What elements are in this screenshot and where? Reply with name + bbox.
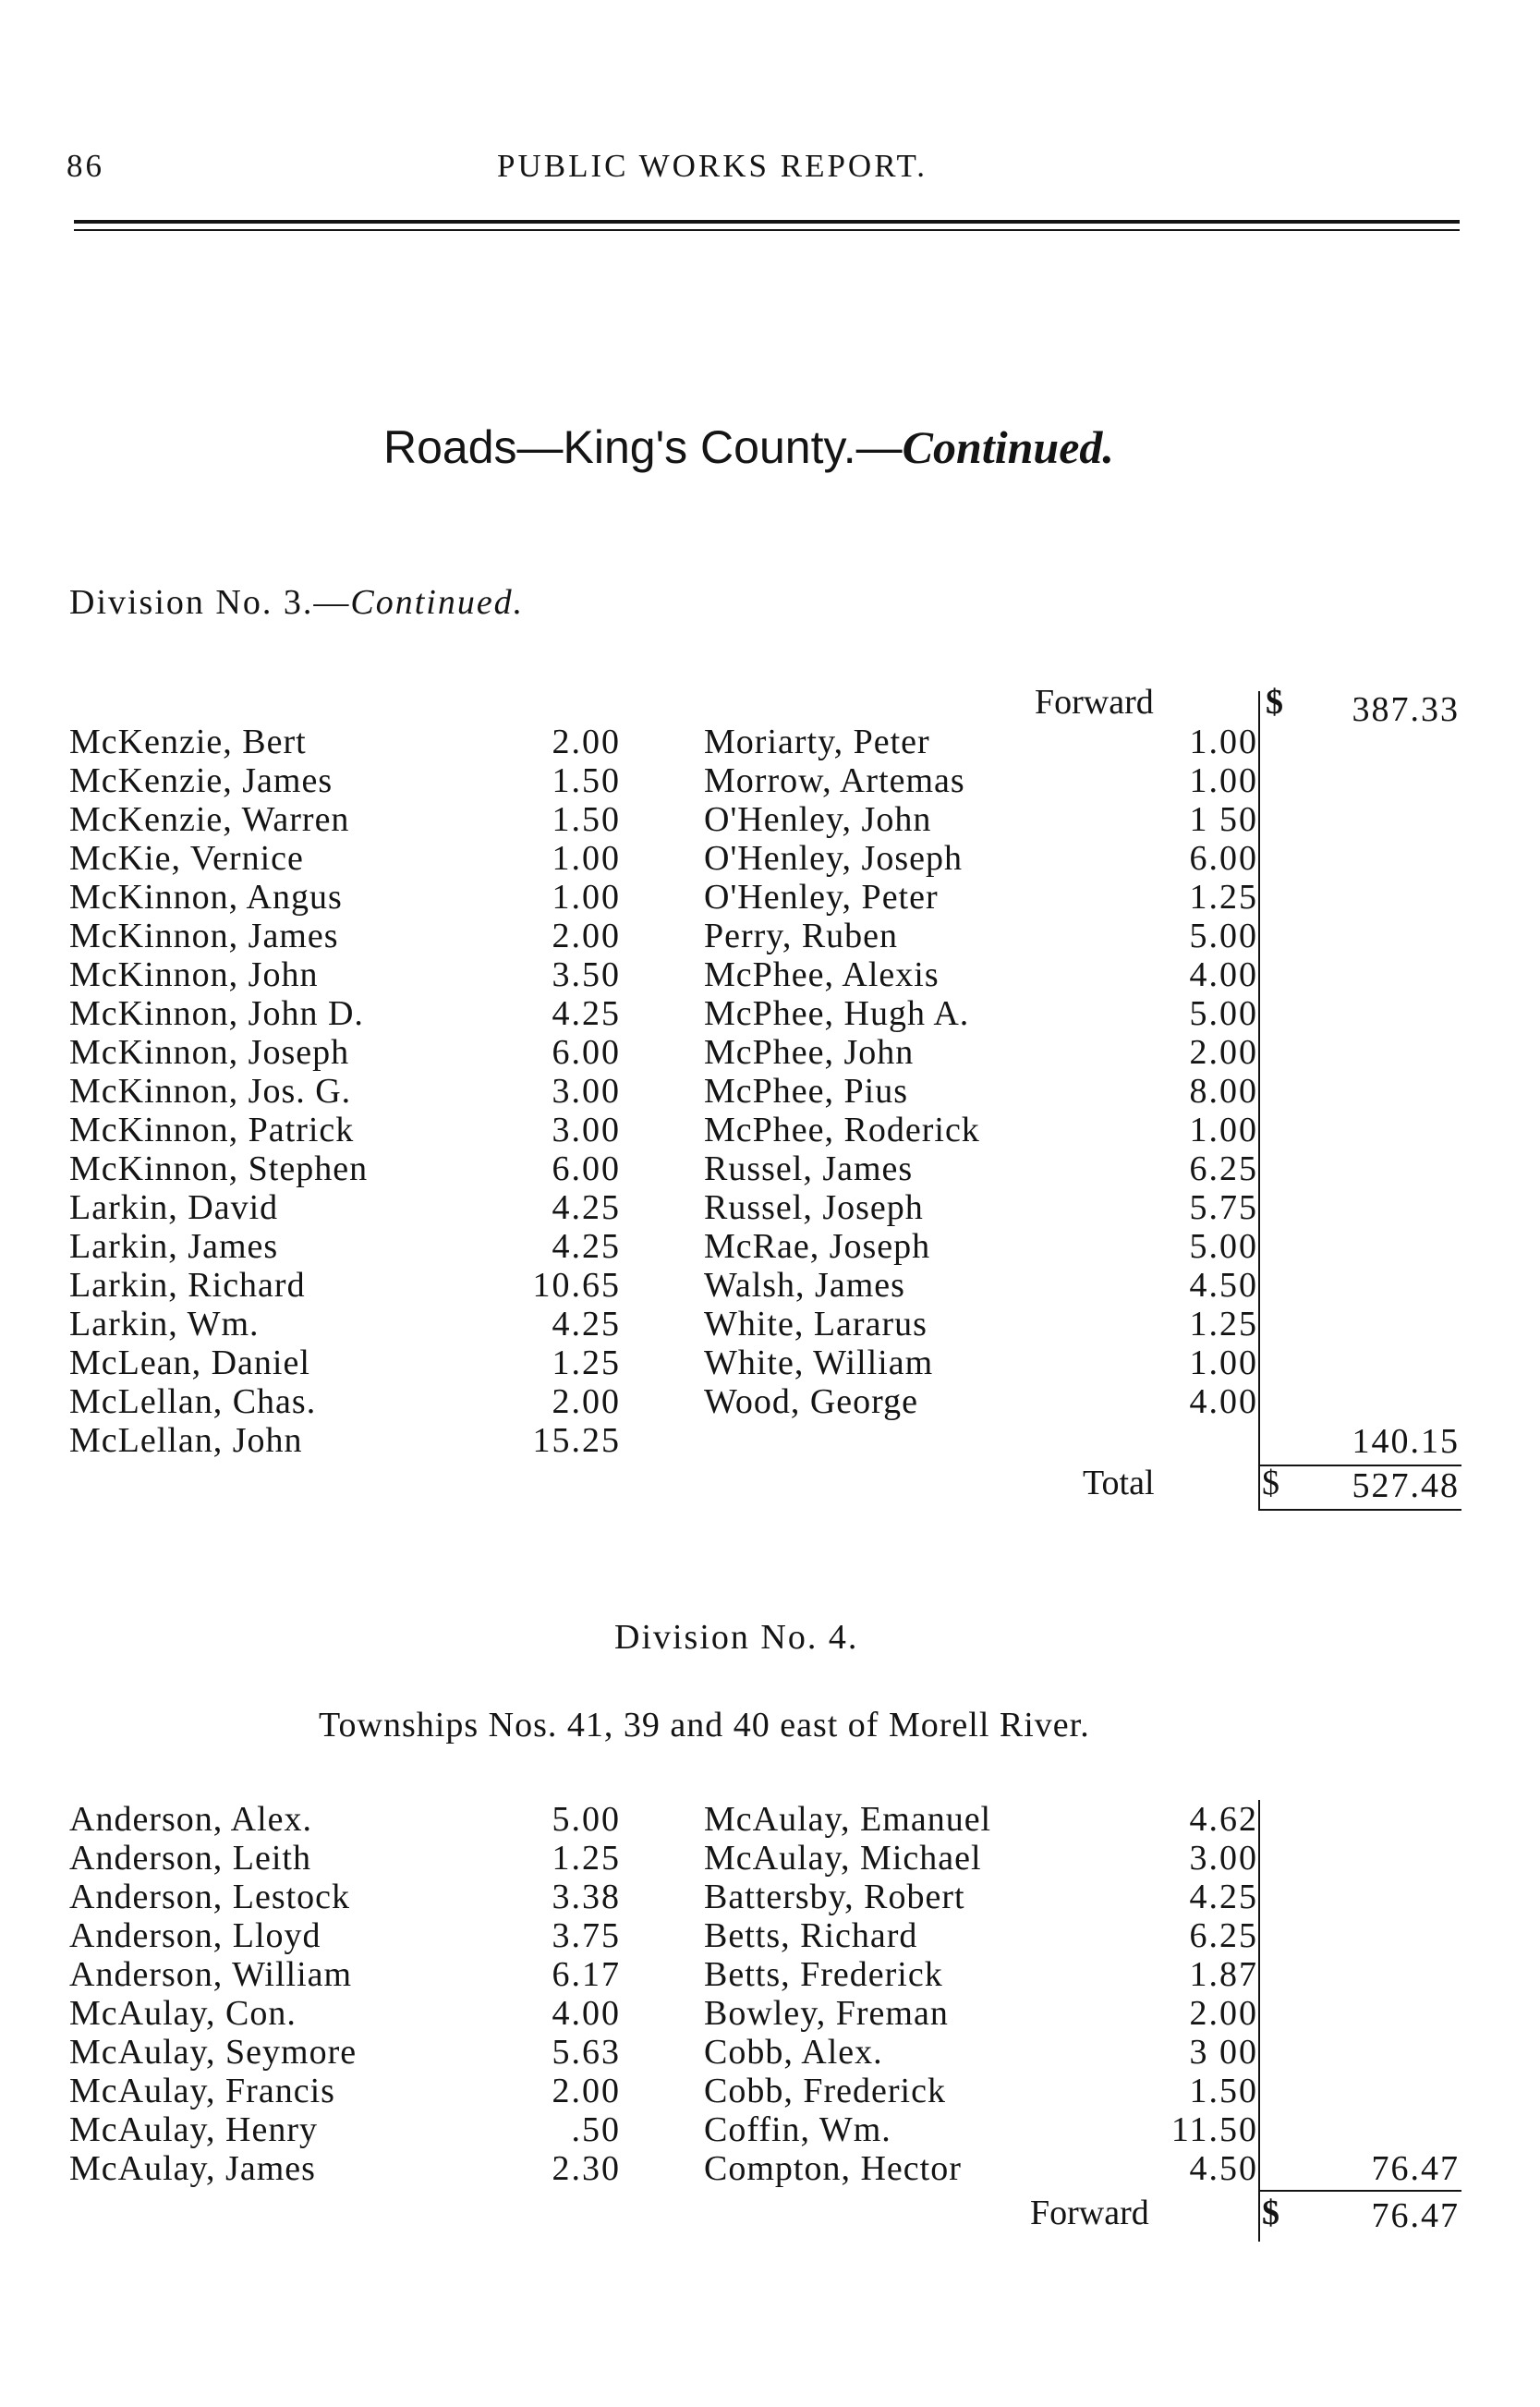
entry-amount: 5.00 <box>1189 994 1258 1033</box>
running-title: PUBLIC WORKS REPORT. <box>497 148 928 184</box>
entry-amount: 6.25 <box>1189 1149 1258 1188</box>
entry-amount: 1.25 <box>1189 1305 1258 1343</box>
entry-amount: 1.25 <box>552 1343 621 1382</box>
division3-forward-symbol: $ <box>1266 683 1283 722</box>
entry-name: Anderson, Lestock <box>69 1878 351 1916</box>
entry-name: McKenzie, Warren <box>69 800 350 839</box>
entry-name: Perry, Ruben <box>704 917 899 955</box>
entry-amount: 3.00 <box>552 1072 621 1111</box>
entry-name: McKinnon, John D. <box>69 994 364 1033</box>
entry-amount: 6.25 <box>1189 1916 1258 1955</box>
entry-name: McLellan, Chas. <box>69 1382 317 1421</box>
entry-name: Compton, Hector <box>704 2149 962 2188</box>
list-item <box>0 2149 1540 2188</box>
entry-name: Moriarty, Peter <box>704 723 930 761</box>
entry-amount: 3.00 <box>1189 1839 1258 1878</box>
entry-name: Betts, Richard <box>704 1916 918 1955</box>
entry-amount: 3 00 <box>1189 2033 1258 2072</box>
entry-name: Russel, Joseph <box>704 1188 924 1227</box>
entry-name: Wood, George <box>704 1382 918 1421</box>
entry-amount: 4.25 <box>552 1305 621 1343</box>
entry-name: McKenzie, Bert <box>69 723 307 761</box>
entry-amount: 1.50 <box>552 800 621 839</box>
entry-name: Anderson, Leith <box>69 1839 311 1878</box>
entry-name: Betts, Frederick <box>704 1955 943 1994</box>
entry-amount: 4.25 <box>552 994 621 1033</box>
entry-name: McPhee, Pius <box>704 1072 908 1111</box>
division3-total-label: Total <box>1083 1464 1155 1502</box>
entry-amount: 1.25 <box>1189 878 1258 917</box>
entry-amount: 5.00 <box>1189 917 1258 955</box>
page-title <box>383 420 1114 474</box>
entry-amount: 2.00 <box>552 917 621 955</box>
entry-amount: 1.25 <box>552 1839 621 1878</box>
division4-forward-amount: 76.47 <box>1371 2196 1460 2235</box>
division3-subtotal: 140.15 <box>1352 1422 1460 1461</box>
entry-amount: 2.00 <box>1189 1033 1258 1072</box>
entry-name: White, Lararus <box>704 1305 928 1343</box>
entry-name: McLellan, John <box>69 1421 303 1460</box>
page-title-italic: Continued. <box>902 421 1114 473</box>
entry-amount: 2.00 <box>552 2072 621 2110</box>
page-number: 86 <box>67 148 104 184</box>
list-item <box>0 1033 1540 1072</box>
entry-name: McAulay, Seymore <box>69 2033 358 2072</box>
entry-name: McPhee, Hugh A. <box>704 994 970 1033</box>
entry-name: Morrow, Artemas <box>704 761 965 800</box>
entry-name: McKinnon, Stephen <box>69 1149 369 1188</box>
entry-name: Anderson, Lloyd <box>69 1916 321 1955</box>
entry-name: Larkin, Richard <box>69 1266 306 1305</box>
header-rule-thin <box>74 229 1460 231</box>
entry-amount: 5.75 <box>1189 1188 1258 1227</box>
entry-name: Walsh, James <box>704 1266 905 1305</box>
division3-heading-italic: Continued. <box>350 583 525 622</box>
entry-amount: 3.75 <box>552 1916 621 1955</box>
entry-name: Larkin, James <box>69 1227 279 1266</box>
division3-total-symbol: $ <box>1262 1464 1279 1502</box>
entry-amount: 1.00 <box>1189 1343 1258 1382</box>
entry-name: Coffin, Wm. <box>704 2110 891 2149</box>
list-item <box>0 839 1540 878</box>
entry-name: McAulay, Francis <box>69 2072 335 2110</box>
entry-amount: 6.00 <box>552 1033 621 1072</box>
list-item <box>0 1149 1540 1188</box>
entry-amount: 1.00 <box>1189 1111 1258 1149</box>
entry-name: McAulay, Henry <box>69 2110 319 2149</box>
entry-amount: 4.50 <box>1189 2149 1258 2188</box>
entry-amount: 4.62 <box>1189 1800 1258 1839</box>
list-item <box>0 1343 1540 1382</box>
division4-sum-rule <box>1258 1800 1260 2242</box>
entry-name: McKinnon, James <box>69 917 339 955</box>
entry-name: McRae, Joseph <box>704 1227 931 1266</box>
entry-name: Larkin, Wm. <box>69 1305 260 1343</box>
entry-amount: .50 <box>571 2110 621 2149</box>
entry-amount: 1.00 <box>1189 723 1258 761</box>
entry-amount: 6.00 <box>552 1149 621 1188</box>
entry-name: Russel, James <box>704 1149 914 1188</box>
division3-forward-amount: 387.33 <box>1352 690 1460 729</box>
list-item <box>0 723 1540 761</box>
list-item <box>0 1382 1540 1421</box>
entry-name: McAulay, Con. <box>69 1994 297 2033</box>
division4-subheading: Townships Nos. 41, 39 and 40 east of Morell River. <box>319 1706 1090 1744</box>
list-item <box>0 761 1540 800</box>
entry-amount: 3.38 <box>552 1878 621 1916</box>
entry-amount: 5.00 <box>1189 1227 1258 1266</box>
entry-amount: 1.00 <box>552 839 621 878</box>
entry-name: O'Henley, Peter <box>704 878 939 917</box>
list-item <box>0 1305 1540 1343</box>
entry-name: McPhee, Alexis <box>704 955 940 994</box>
division3-heading-text: Division No. 3.— <box>69 583 351 622</box>
entry-name: McKinnon, Joseph <box>69 1033 350 1072</box>
list-item <box>0 1839 1540 1878</box>
entry-amount: 4.25 <box>552 1188 621 1227</box>
entry-name: Cobb, Frederick <box>704 2072 946 2110</box>
list-item <box>0 1227 1540 1266</box>
list-item <box>0 1916 1540 1955</box>
entry-name: McKinnon, John <box>69 955 319 994</box>
list-item <box>0 1421 1540 1460</box>
entry-name: O'Henley, Joseph <box>704 839 963 878</box>
division4-forward-label: Forward <box>1030 2194 1149 2232</box>
list-item <box>0 2033 1540 2072</box>
entry-name: McAulay, James <box>69 2149 316 2188</box>
header-rule-thick <box>74 220 1460 224</box>
entry-amount: 3.00 <box>552 1111 621 1149</box>
entry-amount: 4.00 <box>552 1994 621 2033</box>
entry-name: McKinnon, Patrick <box>69 1111 355 1149</box>
division4-heading: Division No. 4. <box>614 1618 859 1657</box>
list-item <box>0 1878 1540 1916</box>
entry-name: Battersby, Robert <box>704 1878 965 1916</box>
list-item <box>0 800 1540 839</box>
list-item <box>0 2072 1540 2110</box>
entry-name: White, William <box>704 1343 934 1382</box>
entry-name: McAulay, Michael <box>704 1839 982 1878</box>
entry-name: McPhee, John <box>704 1033 915 1072</box>
division3-sum-rule <box>1258 691 1260 1509</box>
entry-amount: 5.00 <box>552 1800 621 1839</box>
division3-forward-label: Forward <box>1035 683 1154 722</box>
entry-name: McKenzie, James <box>69 761 333 800</box>
entry-amount: 1.50 <box>552 761 621 800</box>
division4-subtotal-rule <box>1258 2190 1461 2192</box>
entry-name: McLean, Daniel <box>69 1343 310 1382</box>
list-item <box>0 1188 1540 1227</box>
entry-name: McKie, Vernice <box>69 839 304 878</box>
division3-heading <box>69 582 524 623</box>
entry-name: McPhee, Roderick <box>704 1111 980 1149</box>
list-item <box>0 1800 1540 1839</box>
entry-amount: 1.87 <box>1189 1955 1258 1994</box>
entry-name: McKinnon, Jos. G. <box>69 1072 352 1111</box>
entry-amount: 4.00 <box>1189 1382 1258 1421</box>
division4-forward-symbol: $ <box>1262 2194 1279 2232</box>
entry-name: Anderson, William <box>69 1955 353 1994</box>
list-item <box>0 1072 1540 1111</box>
division3-total-amount: 527.48 <box>1352 1466 1460 1505</box>
entry-amount: 15.25 <box>532 1421 621 1460</box>
entry-name: Larkin, David <box>69 1188 279 1227</box>
entry-amount: 1.00 <box>1189 761 1258 800</box>
entry-amount: 4.00 <box>1189 955 1258 994</box>
list-item <box>0 1994 1540 2033</box>
list-item <box>0 955 1540 994</box>
entry-amount: 5.63 <box>552 2033 621 2072</box>
entry-name: Anderson, Alex. <box>69 1800 313 1839</box>
entry-amount: 1.00 <box>552 878 621 917</box>
entry-amount: 4.50 <box>1189 1266 1258 1305</box>
entry-amount: 2.00 <box>552 1382 621 1421</box>
entry-amount: 11.50 <box>1170 2110 1258 2149</box>
list-item <box>0 994 1540 1033</box>
entry-amount: 8.00 <box>1189 1072 1258 1111</box>
entry-amount: 2.00 <box>1189 1994 1258 2033</box>
list-item <box>0 917 1540 955</box>
entry-amount: 10.65 <box>532 1266 621 1305</box>
list-item <box>0 1111 1540 1149</box>
entry-name: McKinnon, Angus <box>69 878 343 917</box>
entry-amount: 1.50 <box>1189 2072 1258 2110</box>
entry-amount: 6.17 <box>552 1955 621 1994</box>
page-title-text: Roads—King's County.— <box>383 421 903 473</box>
entry-amount: 2.00 <box>552 723 621 761</box>
entry-amount: 4.25 <box>552 1227 621 1266</box>
entry-amount: 4.25 <box>1189 1878 1258 1916</box>
entry-name: Cobb, Alex. <box>704 2033 883 2072</box>
entry-amount: 6.00 <box>1189 839 1258 878</box>
list-item <box>0 1955 1540 1994</box>
list-item <box>0 878 1540 917</box>
division3-total-rule <box>1258 1509 1461 1511</box>
entry-name: O'Henley, John <box>704 800 932 839</box>
entry-name: Bowley, Freman <box>704 1994 949 2033</box>
entry-name: McAulay, Emanuel <box>704 1800 992 1839</box>
list-item <box>0 1266 1540 1305</box>
list-item <box>0 2110 1540 2149</box>
entry-amount: 2.30 <box>552 2149 621 2188</box>
division4-subtotal: 76.47 <box>1371 2149 1460 2188</box>
entry-amount: 1 50 <box>1189 800 1258 839</box>
entry-amount: 3.50 <box>552 955 621 994</box>
